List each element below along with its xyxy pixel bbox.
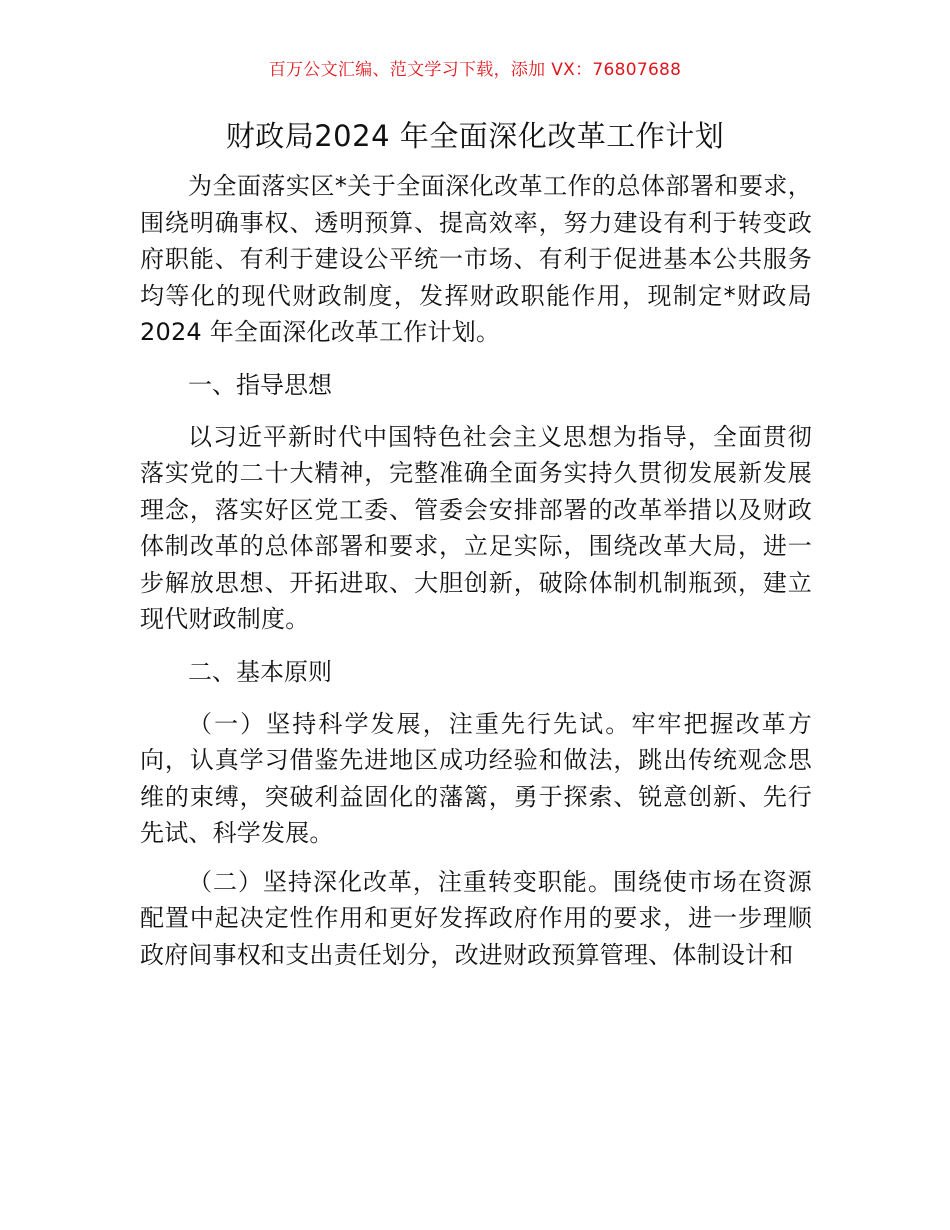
principle-paragraph-1: （一）坚持科学发展，注重先行先试。牢牢把握改革方向，认真学习借鉴先进地区成功经验和做法，跳出传统观念思维的束缚，突破利益固化的藩篱，勇于探索、锐意创新、先行先试、科学发展。 bbox=[140, 709, 812, 847]
promo-banner: 百万公文汇编、范文学习下载，添加 VX：76807688 bbox=[268, 60, 682, 80]
intro-paragraph: 为全面落实区*关于全面深化改革工作的总体部署和要求，围绕明确事权、透明预算、提高效率，努力建设有利于转变政府职能、有利于建设公平统一市场、有利于促进基本公共服务均等化的现代财政制度，发挥财政职能作用，现制定*财政局 2024 年全面深化改革工作计划。 bbox=[140, 172, 812, 346]
section-heading-basic-principles: 二、基本原则 bbox=[188, 657, 332, 686]
document-body bbox=[140, 168, 812, 973]
section-heading-guiding-ideology: 一、指导思想 bbox=[188, 370, 332, 399]
paragraph-gap bbox=[140, 852, 812, 864]
principle-paragraph-2: （二）坚持深化改革，注重转变职能。围绕使市场在资源配置中起决定性作用和更好发挥政府作用的要求，进一步理顺政府间事权和支出责任划分，改进财政预算管理、体制设计和 bbox=[140, 867, 812, 969]
guiding-ideology-paragraph: 以习近平新时代中国特色社会主义思想为指导，全面贯彻落实党的二十大精神，完整准确全面务实持久贯彻发展新发展理念，落实好区党工委、管委会安排部署的改革举措以及财政体制改革的总体部署和要求，立足实际，围绕改革大局，进一步解放思想、开拓进取、大胆创新，破除体制机制瓶颈，建立现代财政制度。 bbox=[140, 422, 812, 633]
document-title: 财政局2024 年全面深化改革工作计划 bbox=[225, 119, 725, 153]
